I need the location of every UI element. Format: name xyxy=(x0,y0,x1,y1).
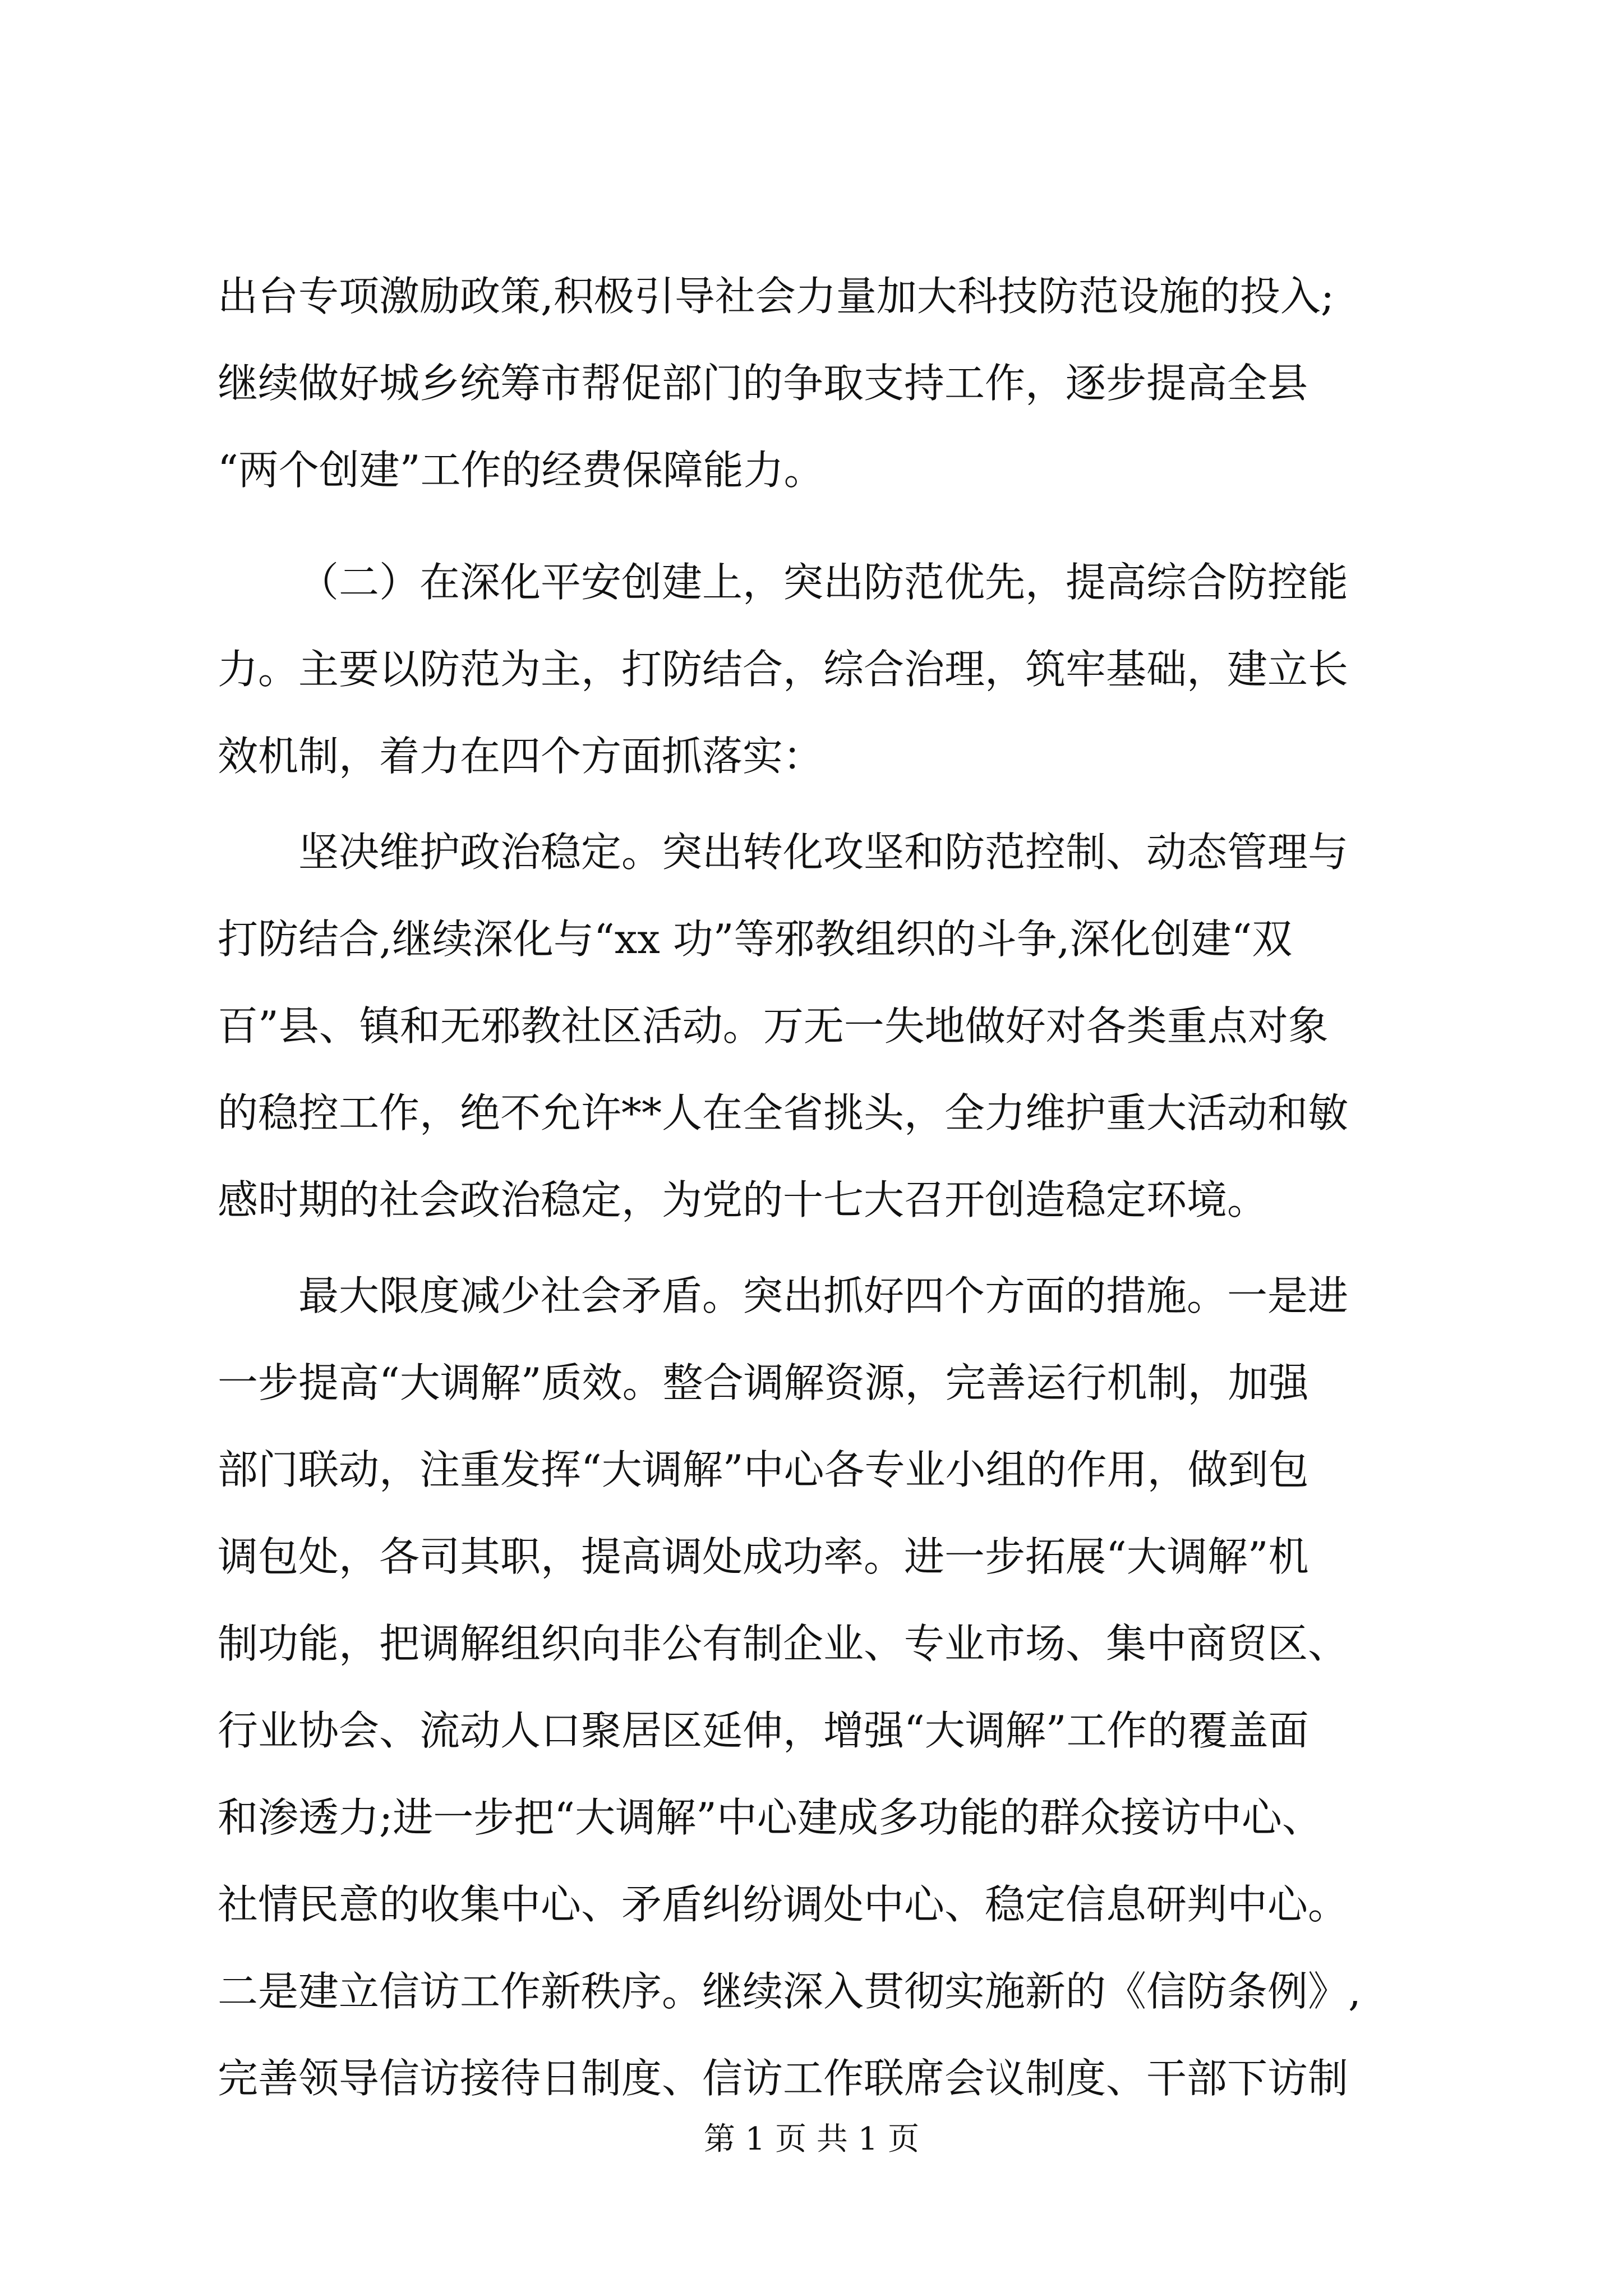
text-line: 出台专项激励政策,积极引导社会力量加大科技防范设施的投入; xyxy=(218,273,1335,320)
text-line: （二）在深化平安创建上，突出防范优先，提高综合防控能 xyxy=(298,559,1349,606)
text-line: 感时期的社会政治稳定，为党的十七大召开创造稳定环境。 xyxy=(218,1176,1268,1223)
text-line: 打防结合,继续深化与“xx 功”等邪教组织的斗争,深化创建“双 xyxy=(218,915,1293,963)
text-line: 调包处，各司其职，提高调处成功率。进一步拓展“大调解”机 xyxy=(218,1533,1309,1580)
text-line: 社情民意的收集中心、矛盾纠纷调处中心、稳定信息研判中心。 xyxy=(218,1881,1349,1928)
text-line: “两个创建”工作的经费保障能力。 xyxy=(218,447,824,494)
text-line: 的稳控工作，绝不允许**人在全省挑头，全力维护重大活动和敏 xyxy=(218,1089,1349,1137)
text-line: 百”县、镇和无邪教社区活动。万无一失地做好对各类重点对象 xyxy=(218,1002,1329,1050)
text-line: 最大限度减少社会矛盾。突出抓好四个方面的措施。一是进 xyxy=(298,1272,1349,1319)
text-line: 力。主要以防范为主，打防结合，综合治理，筑牢基础，建立长 xyxy=(218,646,1349,693)
text-line: 效机制，着力在四个方面抓落实： xyxy=(218,733,824,780)
page-number-footer: 第 1 页 共 1 页 xyxy=(703,2121,920,2157)
text-line: 继续做好城乡统筹市帮促部门的争取支持工作，逐步提高全县 xyxy=(218,360,1308,407)
text-line: 一步提高“大调解”质效。整合调解资源，完善运行机制，加强 xyxy=(218,1359,1309,1406)
text-line: 和渗透力;进一步把“大调解”中心建成多功能的群众接访中心、 xyxy=(218,1794,1322,1841)
text-line: 行业协会、流动人口聚居区延伸，增强“大调解”工作的覆盖面 xyxy=(218,1707,1309,1754)
text-line: 二是建立信访工作新秩序。继续深入贯彻实施新的《信防条例》, xyxy=(218,1968,1361,2015)
text-line: 制功能，把调解组织向非公有制企业、专业市场、集中商贸区、 xyxy=(218,1620,1349,1667)
text-line: 部门联动，注重发挥“大调解”中心各专业小组的作用，做到包 xyxy=(218,1446,1309,1493)
text-line: 完善领导信访接待日制度、信访工作联席会议制度、干部下访制 xyxy=(218,2055,1349,2102)
text-line: 坚决维护政治稳定。突出转化攻坚和防范控制、动态管理与 xyxy=(298,829,1349,876)
